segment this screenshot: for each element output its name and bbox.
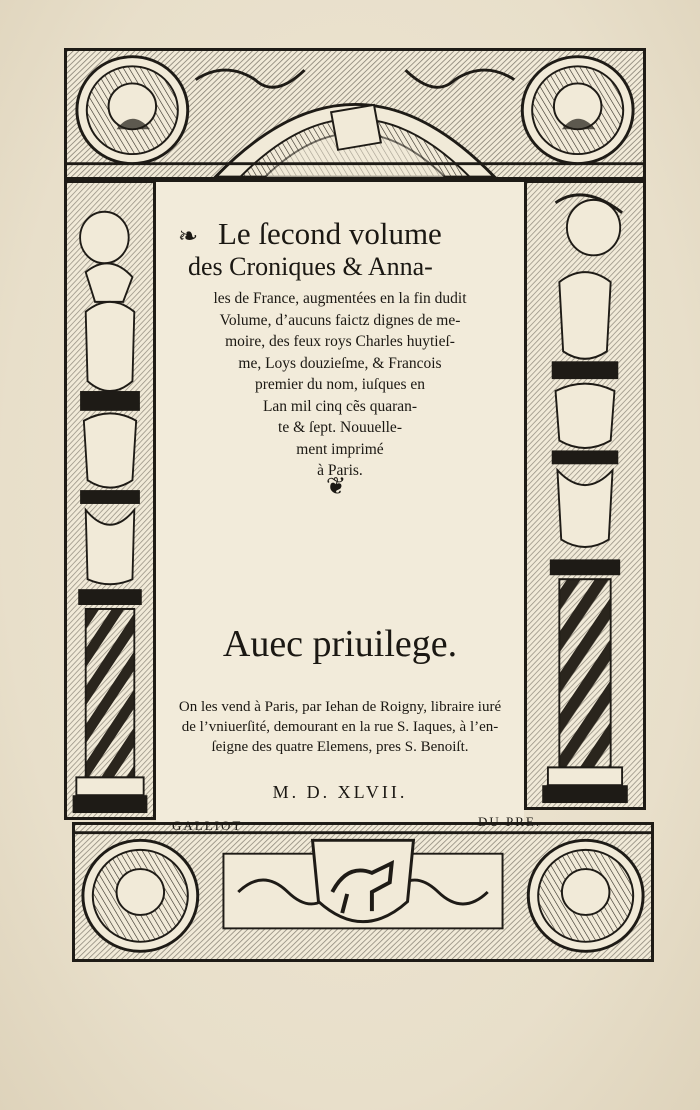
privilege-heading: Auec priuilege.: [222, 623, 458, 665]
body-line: me, Loys douzieſme, & Francois: [238, 354, 442, 372]
body-line: les de France, augmentées en la fin dudit: [213, 290, 467, 307]
imprint-text: [156, 697, 524, 757]
title-text-panel: [156, 180, 524, 828]
body-line: moire, des feux roys Charles huytieſ-: [225, 333, 455, 350]
imprint-line: ſeigne des quatre Elemens, pres S. Benoiſt.: [211, 739, 469, 755]
body-line: à Paris.: [317, 462, 363, 479]
publication-date: M. D. XLVII.: [272, 782, 408, 802]
body-line: Lan mil cinq cẽs quaran-: [262, 397, 418, 415]
body-line: ment imprimé: [296, 440, 384, 458]
printer-mark-left-text: GALLIOT: [172, 818, 243, 833]
body-line: Volume, d’aucuns faictz dignes de me-: [219, 311, 461, 329]
body-line: premier du nom, iuſques en: [254, 376, 426, 393]
title-body-text: [156, 288, 524, 482]
top-woodcut-band: [64, 48, 646, 180]
printer-mark-right-text: DU PRE.: [478, 814, 542, 829]
title-line-2: des Croniques & Anna-: [188, 252, 433, 281]
title-line-1: Le ſecond volume: [218, 216, 442, 251]
imprint-line: de l’vniuerſité, demourant en la rue S. Iaques, à l’en-: [181, 719, 499, 735]
heart-fleuron-icon: ❦: [326, 474, 347, 500]
bottom-woodcut-band: [72, 822, 654, 962]
imprint-line: On les vend à Paris, par Iehan de Roigny, libraire iuré: [178, 699, 502, 715]
body-line: te & ſept. Nouuelle-: [278, 419, 402, 436]
left-woodcut-column: [64, 180, 156, 820]
fleuron-icon: ❧: [178, 224, 199, 250]
